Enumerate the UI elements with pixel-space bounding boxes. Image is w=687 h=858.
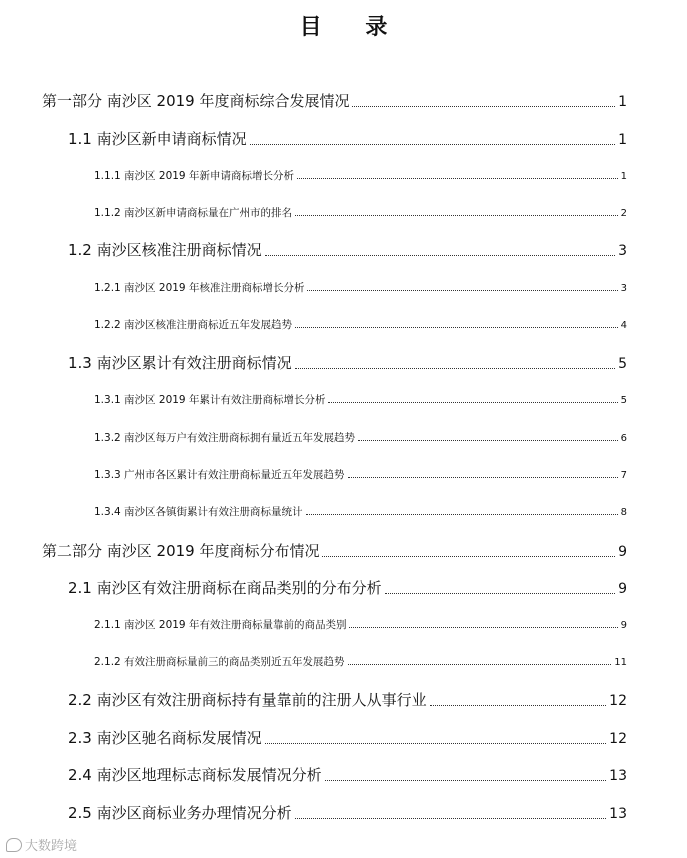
toc-entry-label: 1.3.2 南沙区每万户有效注册商标拥有量近五年发展趋势 [94, 432, 356, 444]
toc-entry-label: 2.1.1 南沙区 2019 年有效注册商标量靠前的商品类别 [94, 619, 347, 631]
toc-entry-2-1[interactable] [68, 577, 627, 598]
toc-leader-dots [250, 143, 615, 145]
page-title: 目 录 [299, 15, 406, 40]
toc-page-number: 9 [620, 620, 627, 631]
toc-page-number: 5 [618, 356, 627, 372]
watermark [6, 835, 77, 854]
toc-entry-label: 1.2.2 南沙区核准注册商标近五年发展趋势 [94, 319, 293, 331]
toc-leader-dots [385, 592, 615, 594]
toc-entry-label: 1.3 南沙区累计有效注册商标情况 [68, 354, 292, 372]
toc-leader-dots [306, 513, 618, 515]
toc-leader-dots [295, 326, 618, 328]
toc-entry-label: 第二部分 南沙区 2019 年度商标分布情况 [42, 542, 320, 560]
toc-page-number: 1 [620, 171, 627, 182]
toc-entry-label: 2.5 南沙区商标业务办理情况分析 [68, 804, 292, 822]
toc-leader-dots [328, 401, 617, 403]
toc-page-number: 12 [609, 693, 627, 709]
toc-page-number: 4 [620, 320, 627, 331]
toc-page-number: 1 [618, 132, 627, 148]
watermark-text: 大数跨境 [25, 839, 78, 854]
toc-entry-2-5[interactable] [68, 802, 627, 823]
toc-entry-label: 2.1 南沙区有效注册商标在商品类别的分布分析 [68, 579, 382, 597]
toc-leader-dots [358, 439, 618, 441]
toc-entry-2-2[interactable] [68, 689, 627, 710]
toc-entry-1-1-2[interactable] [94, 205, 627, 220]
toc-entry-label: 1.2.1 南沙区 2019 年核准注册商标增长分析 [94, 282, 305, 294]
toc-leader-dots [295, 214, 618, 216]
toc-entry-label: 2.2 南沙区有效注册商标持有量靠前的注册人从事行业 [68, 691, 427, 709]
toc-entry-1-2[interactable] [68, 239, 627, 260]
toc-entry-label: 1.3.4 南沙区各镇街累计有效注册商标量统计 [94, 506, 303, 518]
toc-page-number: 13 [609, 768, 627, 784]
toc-entry-2-3[interactable] [68, 727, 627, 748]
toc-entry-1-2-1[interactable] [94, 280, 627, 295]
toc-entry-2-1-2[interactable] [94, 654, 627, 669]
toc-entry-1-3-2[interactable] [94, 430, 627, 445]
toc-leader-dots [352, 105, 615, 107]
toc-entry-part-1[interactable] [42, 90, 627, 111]
toc-entry-label: 1.2 南沙区核准注册商标情况 [68, 241, 262, 259]
toc-leader-dots [295, 817, 607, 819]
chat-bubble-icon [6, 838, 22, 852]
toc-page-number: 9 [618, 544, 627, 560]
toc-page-number: 5 [620, 395, 627, 406]
toc-leader-dots [348, 476, 618, 478]
toc-entry-1-2-2[interactable] [94, 317, 627, 332]
toc-leader-dots [307, 289, 617, 291]
toc-entry-label: 2.1.2 有效注册商标量前三的商品类别近五年发展趋势 [94, 656, 345, 668]
toc-entry-1-3-4[interactable] [94, 504, 627, 519]
toc-entry-label: 2.3 南沙区驰名商标发展情况 [68, 729, 262, 747]
toc-entry-label: 第一部分 南沙区 2019 年度商标综合发展情况 [42, 92, 350, 110]
toc-entry-1-1-1[interactable] [94, 168, 627, 183]
toc-leader-dots [265, 254, 615, 256]
toc-entry-label: 1.3.3 广州市各区累计有效注册商标量近五年发展趋势 [94, 469, 345, 481]
toc-entry-label: 1.1.1 南沙区 2019 年新申请商标增长分析 [94, 170, 294, 182]
toc-page-number: 3 [618, 243, 627, 259]
toc-entry-label: 1.3.1 南沙区 2019 年累计有效注册商标增长分析 [94, 394, 326, 406]
toc-entry-part-2[interactable] [42, 540, 627, 561]
toc-page-number: 8 [620, 507, 627, 518]
toc-leader-dots [430, 704, 607, 706]
toc-leader-dots [348, 663, 612, 665]
toc-page-number: 7 [620, 470, 627, 481]
toc-entry-label: 1.1 南沙区新申请商标情况 [68, 130, 247, 148]
toc-page-number: 6 [620, 433, 627, 444]
toc-leader-dots [265, 742, 607, 744]
toc-page-number: 2 [620, 208, 627, 219]
toc-leader-dots [322, 555, 615, 557]
toc-entry-1-3-1[interactable] [94, 392, 627, 407]
toc-leader-dots [349, 626, 617, 628]
toc-page-number: 11 [614, 657, 627, 668]
toc-entry-2-1-1[interactable] [94, 617, 627, 632]
toc-page-number: 3 [620, 283, 627, 294]
toc-entry-1-3[interactable] [68, 352, 627, 373]
toc-entry-1-3-3[interactable] [94, 467, 627, 482]
toc-entry-2-4[interactable] [68, 764, 627, 785]
toc-leader-dots [295, 367, 615, 369]
toc-entry-label: 1.1.2 南沙区新申请商标量在广州市的排名 [94, 207, 293, 219]
toc-leader-dots [325, 779, 607, 781]
toc-page-number: 13 [609, 806, 627, 822]
toc-entry-label: 2.4 南沙区地理标志商标发展情况分析 [68, 766, 322, 784]
toc-leader-dots [297, 177, 618, 179]
toc-page-number: 9 [618, 581, 627, 597]
toc-page-number: 1 [618, 94, 627, 110]
toc-page-number: 12 [609, 731, 627, 747]
toc-entry-1-1[interactable] [68, 128, 627, 149]
